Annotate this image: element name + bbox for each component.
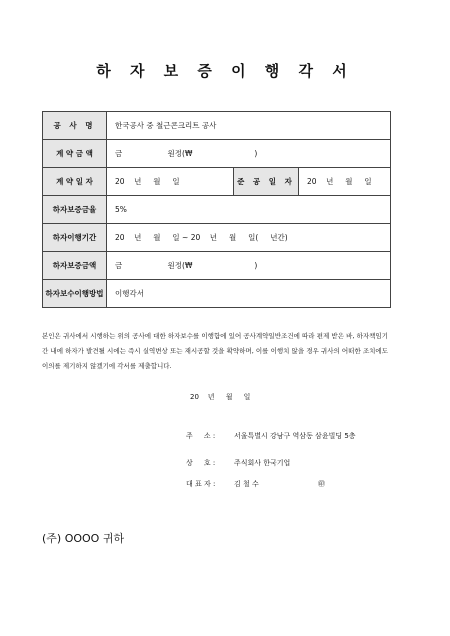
row-label-project-name: 공 사 명 [43, 112, 107, 140]
company-label: 상 호 : [186, 459, 216, 467]
table-row [43, 196, 391, 224]
ceo-value: 김 철 수 [234, 480, 259, 488]
row-label-performance-period: 하자이행기간 [43, 224, 107, 252]
table-row [43, 112, 391, 140]
ceo-label: 대 표 자 : [186, 480, 216, 488]
table-row [43, 168, 391, 196]
row-label-contract-date: 계 약 일 자 [43, 168, 107, 196]
row-value-guarantee-rate: 5% [107, 196, 391, 224]
statement-paragraph: 본인은 귀사에서 시행하는 위의 공사에 대한 하자보수를 이행함에 있어 공사계약일반조건에 따라 편제 받은 바, 하자책임기간 내에 하자가 발견될 시에는 즉시 실역변상 또는 재시공할 것을 확약하며, 이를 이행치 않을 경우 귀사의 어떠한 조치에도 이의를 제기하지 않겠기에 각서를 제출합니다. [42, 332, 388, 370]
row-label-completion-date: 준 공 일 자 [234, 168, 299, 196]
row-label-guarantee-amount: 하자보증금액 [43, 252, 107, 280]
address-value: 서울특별시 강남구 역삼동 삼윤빌딩 5층 [234, 432, 356, 440]
seal-mark: ㊞ [318, 480, 325, 488]
row-value-guarantee-amount: 금 원정(₩ ) [107, 252, 391, 280]
table-row [43, 224, 391, 252]
table-row [43, 252, 391, 280]
row-value-completion-date: 20 년 월 일 [299, 168, 391, 196]
company-value: 주식회사 한국기업 [234, 459, 291, 467]
row-value-contract-date: 20 년 월 일 [107, 168, 234, 196]
table-row [43, 140, 391, 168]
row-value-project-name: 한국공사 중 철근콘크리트 공사 [107, 112, 391, 140]
row-label-repair-method: 하자보수이행방법 [43, 280, 107, 308]
recipient: (주) OOOO 귀하 [42, 532, 125, 545]
table-row [43, 280, 391, 308]
ceo-line [186, 479, 325, 489]
address-line [186, 431, 356, 441]
contract-info-table [42, 111, 391, 308]
address-label: 주 소 : [186, 432, 216, 440]
row-value-repair-method: 이행각서 [107, 280, 391, 308]
row-label-contract-amount: 계 약 금 액 [43, 140, 107, 168]
row-value-performance-period: 20 년 월 일 ~ 20 년 월 일( 년간) [107, 224, 391, 252]
row-label-guarantee-rate: 하자보증금율 [43, 196, 107, 224]
document-title: 하 자 보 증 이 행 각 서 [96, 62, 354, 80]
signature-date: 20 년 월 일 [190, 393, 251, 401]
company-line [186, 458, 290, 468]
row-value-contract-amount: 금 원정(₩ ) [107, 140, 391, 168]
